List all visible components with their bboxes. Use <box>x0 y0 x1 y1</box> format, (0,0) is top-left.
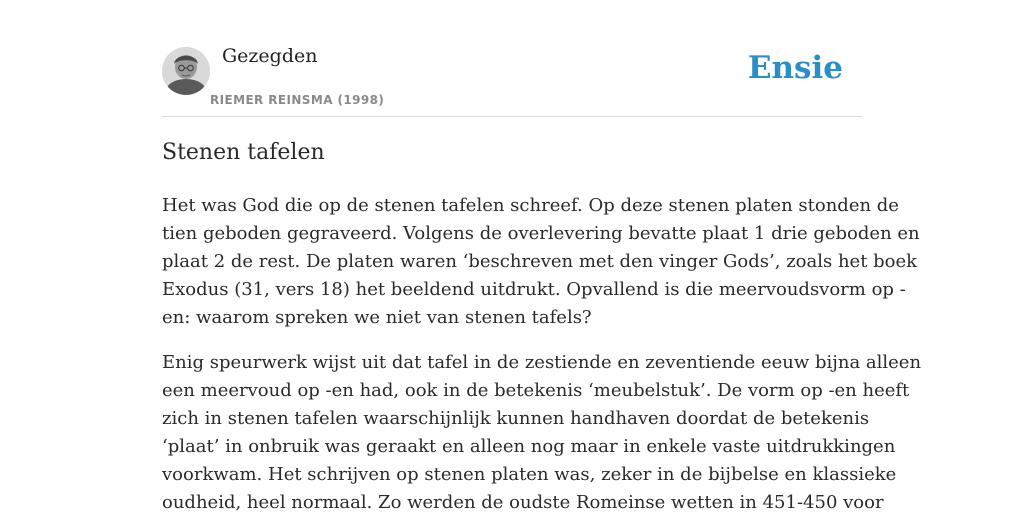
author-avatar[interactable] <box>162 47 210 95</box>
text-line: Het was God die op de stenen tafelen schreef. Op deze stenen platen stonden de <box>162 195 899 216</box>
text-line: Exodus (31, vers 18) het beeldend uitdrukt. Opvallend is die meervoudsvorm op - <box>162 279 906 300</box>
text-line: een meervoud op -en had, ook in de betekenis ‘meubelstuk’. De vorm op -en heeft <box>162 380 910 401</box>
text-line: voorkwam. Het schrijven op stenen platen was, zeker in de bijbelse en klassieke <box>162 464 897 485</box>
article-body <box>162 192 922 512</box>
text-line: Enig speurwerk wijst uit dat tafel in de zestiende en zeventiende eeuw bijna alleen <box>162 352 922 373</box>
text-line: en: waarom spreken we niet van stenen tafels? <box>162 307 592 328</box>
author-portrait-icon <box>162 47 210 95</box>
paragraph <box>162 192 920 332</box>
paragraph <box>162 349 922 512</box>
text-line: plaat 2 de rest. De platen waren ‘beschreven met den vinger Gods’, zoals het boek <box>162 251 918 272</box>
header <box>162 0 862 117</box>
author-name[interactable]: RIEMER REINSMA (1998) <box>210 93 385 107</box>
text-line: zich in stenen tafelen waarschijnlijk kunnen handhaven doordat de betekenis <box>162 408 870 429</box>
section-title[interactable]: Gezegden <box>222 45 318 67</box>
ensie-logo[interactable]: Ensie <box>747 50 843 86</box>
text-line: oudheid, heel normaal. Zo werden de oudste Romeinse wetten in 451-450 voor <box>162 492 884 512</box>
text-line: ‘plaat’ in onbruik was geraakt en alleen nog maar in enkele vaste uitdrukkingen <box>162 436 896 457</box>
text-line: tien geboden gegraveerd. Volgens de overlevering bevatte plaat 1 drie geboden en <box>162 223 920 244</box>
article-title: Stenen tafelen <box>162 140 325 165</box>
